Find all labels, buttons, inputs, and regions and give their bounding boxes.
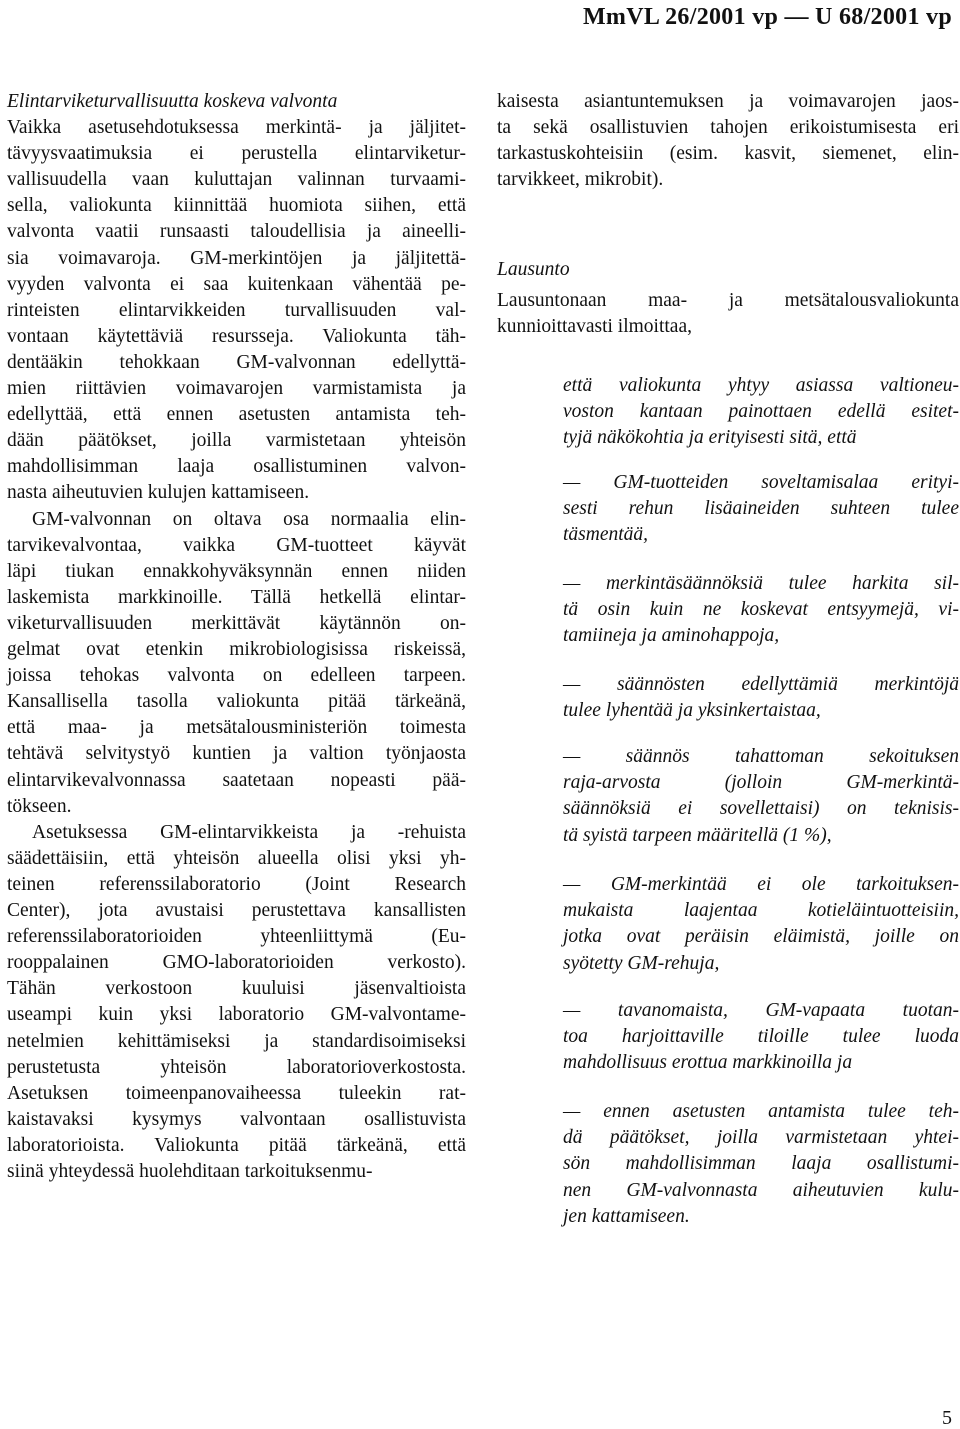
body-text-line: tarkastuskohteisiin (esim. kasvit, siemenet, elin-: [497, 143, 959, 164]
body-text-line: netelmien kehittämiseksi ja standardisoimiseksi: [7, 1030, 466, 1052]
body-text-line: siinä yhteydessä huolehditaan tarkoituksenmu-: [7, 1161, 373, 1182]
body-text-line: läpi tiukan ennakkohyväksynnän ennen niiden: [7, 560, 466, 582]
quote-text-line: — GM-merkintää ei ole tarkoituksen-: [563, 874, 959, 895]
body-text-line: viketurvallisuuden merkittävät käytännön on-: [7, 612, 466, 634]
section-heading: Elintarviketurvallisuutta koskeva valvonta: [7, 91, 338, 112]
quote-text-line: — GM-tuotteiden soveltamisalaa erityi-: [563, 472, 959, 493]
body-text-line: kaistavaksi kysymys valvontaan osallistuvista: [7, 1108, 466, 1130]
body-text-line: laboratorioista. Valiokunta pitää tärkeänä, että: [7, 1134, 466, 1156]
statement-heading: Lausunto: [497, 259, 570, 280]
body-text-line: vyyden valvonta ei saa kuitenkaan vähentää pe-: [7, 273, 466, 295]
quote-text-line: että valiokunta yhtyy asiassa valtioneu-: [563, 375, 959, 396]
body-text-line: nasta aiheutuvien kulujen kattamiseen.: [7, 482, 310, 504]
body-text-line: sia voimavaroja. GM-merkintöjen ja jäljitettä-: [7, 247, 466, 269]
body-text-line: dentääkin tehokkaan GM-valvonnan edellyttä-: [7, 351, 466, 373]
quote-text-line: — säännösten edellyttämiä merkintöjä: [563, 674, 959, 695]
body-text-line: mahdollisimman laaja osallistuminen valvon-: [7, 456, 466, 478]
body-text-line: Lausuntonaan maa- ja metsätalousvaliokunta: [497, 290, 959, 311]
quote-text-line: tyjä näkökohtia ja erityisesti sitä, että: [563, 427, 857, 449]
body-text-line: kaisesta asiantuntemuksen ja voimavarojen jaos-: [497, 91, 959, 112]
quote-text-line: toa harjoittaville tiloille tulee luoda: [563, 1026, 959, 1048]
body-text-line: mien riittävien voimavarojen varmistamista ja: [7, 378, 466, 399]
body-text-line: perustetusta yhteisön laboratorioverkostosta.: [7, 1056, 466, 1078]
body-text-line: teinen referenssilaboratorio (Joint Research: [7, 873, 466, 895]
body-text-line: sella, valiokunta kiinnittää huomiota siihen, että: [7, 195, 466, 217]
body-text-line: tökseen.: [7, 795, 72, 817]
body-text-line: rooppalainen GMO-laboratorioiden verkosto).: [7, 952, 466, 974]
body-text-line: Asetuksessa GM-elintarvikkeista ja -rehuista: [32, 821, 466, 843]
body-text-line: vallisuudella vaan kuluttajan valinnan turvaami-: [7, 169, 466, 191]
body-text-line: dään päätökset, joilla varmistetaan yhteisön: [7, 430, 466, 452]
quote-text-line: sesti rehun lisäaineiden suhteen tulee: [563, 498, 959, 520]
quote-text-line: dä päätökset, joilla varmistetaan yhtei-: [563, 1127, 959, 1149]
quote-text-line: mahdollisuus erottua markkinoilla ja: [563, 1052, 853, 1074]
quote-text-line: tä osin kuin ne koskevat entsyymejä, vi-: [563, 599, 959, 621]
body-text-line: Tähän verkostoon kuuluisi jäsenvaltioista: [7, 978, 466, 1000]
page-number: 5: [942, 1407, 952, 1429]
body-text-line: että maa- ja metsätalousministeriön toimesta: [7, 717, 466, 739]
document-header: MmVL 26/2001 vp — U 68/2001 vp: [582, 4, 952, 30]
quote-text-line: täsmentää,: [563, 524, 649, 546]
quote-text-line: jen kattamiseen.: [563, 1205, 690, 1227]
quote-text-line: — merkintäsäännöksiä tulee harkita sil-: [563, 573, 959, 594]
body-text-line: laskemista markkinoille. Tällä hetkellä elintar-: [7, 586, 466, 608]
quote-text-line: raja-arvosta (jolloin GM-merkintä-: [563, 772, 959, 794]
body-text-line: GM-valvonnan on oltava osa normaalia elin-: [32, 508, 466, 530]
quote-text-line: jotka ovat peräisin eläimistä, joille on: [563, 926, 959, 948]
quote-text-line: syötetty GM-rehuja,: [563, 952, 720, 974]
body-text-line: tävyysvaatimuksia ei perustella elintarviketur-: [7, 143, 466, 165]
body-text-line: elintarvikevalvonnassa saatetaan nopeasti pää-: [7, 769, 466, 791]
quote-text-line: tulee lyhentää ja yksinkertaistaa,: [563, 700, 821, 722]
quote-text-line: sön mahdollisimman laaja osallistumi-: [563, 1153, 959, 1175]
body-text-line: ta sekä osallistuvien tahojen erikoistumisesta eri: [497, 117, 959, 138]
quote-text-line: tä syistä tarpeen määritellä (1 %),: [563, 824, 832, 846]
body-text-line: gelmat ovat etenkin mikrobiologisissa riskeissä,: [7, 639, 466, 660]
quote-text-line: — säännös tahattoman sekoituksen: [563, 746, 959, 767]
quote-text-line: mukaista laajentaa kotieläintuotteisiin,: [563, 900, 959, 922]
body-text-line: tarvikkeet, mikrobit).: [497, 169, 664, 190]
body-text-line: Vaikka asetusehdotuksessa merkintä- ja jäljitet-: [7, 117, 466, 138]
body-text-line: kunnioittavasti ilmoittaa,: [497, 316, 692, 337]
body-text-line: Kansallisella tasolla valiokunta pitää tärkeänä,: [7, 691, 466, 713]
quote-text-line: — ennen asetusten antamista tulee teh-: [563, 1101, 959, 1122]
quote-text-line: säännöksiä ei sovellettaisi) on teknisis-: [563, 798, 959, 820]
body-text-line: Asetuksen toimeenpanovaiheessa tuleekin rat-: [7, 1082, 466, 1104]
body-text-line: vontaan käytettäviä resursseja. Valiokunta täh-: [7, 325, 466, 347]
body-text-line: valvonta vaatii runsaasti taloudellisia ja aineelli-: [7, 221, 466, 243]
body-text-line: tarvikevalvontaa, vaikka GM-tuotteet käyvät: [7, 534, 466, 556]
quote-text-line: nen GM-valvonnasta aiheutuvien kulu-: [563, 1179, 959, 1201]
body-text-line: referenssilaboratorioiden yhteenliittymä (Eu-: [7, 926, 466, 948]
body-text-line: Center), jota avustaisi perustettava kansallisten: [7, 900, 466, 921]
body-text-line: rinteisten elintarvikkeiden turvallisuuden val-: [7, 299, 466, 321]
body-text-line: joissa tehokas valvonta on edelleen tarpeen.: [7, 665, 466, 687]
body-text-line: säädettäisiin, että yhteisön alueella olisi yksi yh-: [7, 847, 466, 869]
quote-text-line: — tavanomaista, GM-vapaata tuotan-: [563, 1000, 959, 1021]
body-text-line: edellyttää, että ennen asetusten antamista teh-: [7, 404, 466, 426]
quote-text-line: voston kantaan painottaen edellä esitet-: [563, 401, 959, 423]
body-text-line: useampi kuin yksi laboratorio GM-valvontame-: [7, 1004, 466, 1026]
quote-text-line: tamiineja ja aminohappoja,: [563, 625, 780, 647]
body-text-line: tehtävä selvitystyö kuntien ja valtion työnjaosta: [7, 743, 466, 765]
